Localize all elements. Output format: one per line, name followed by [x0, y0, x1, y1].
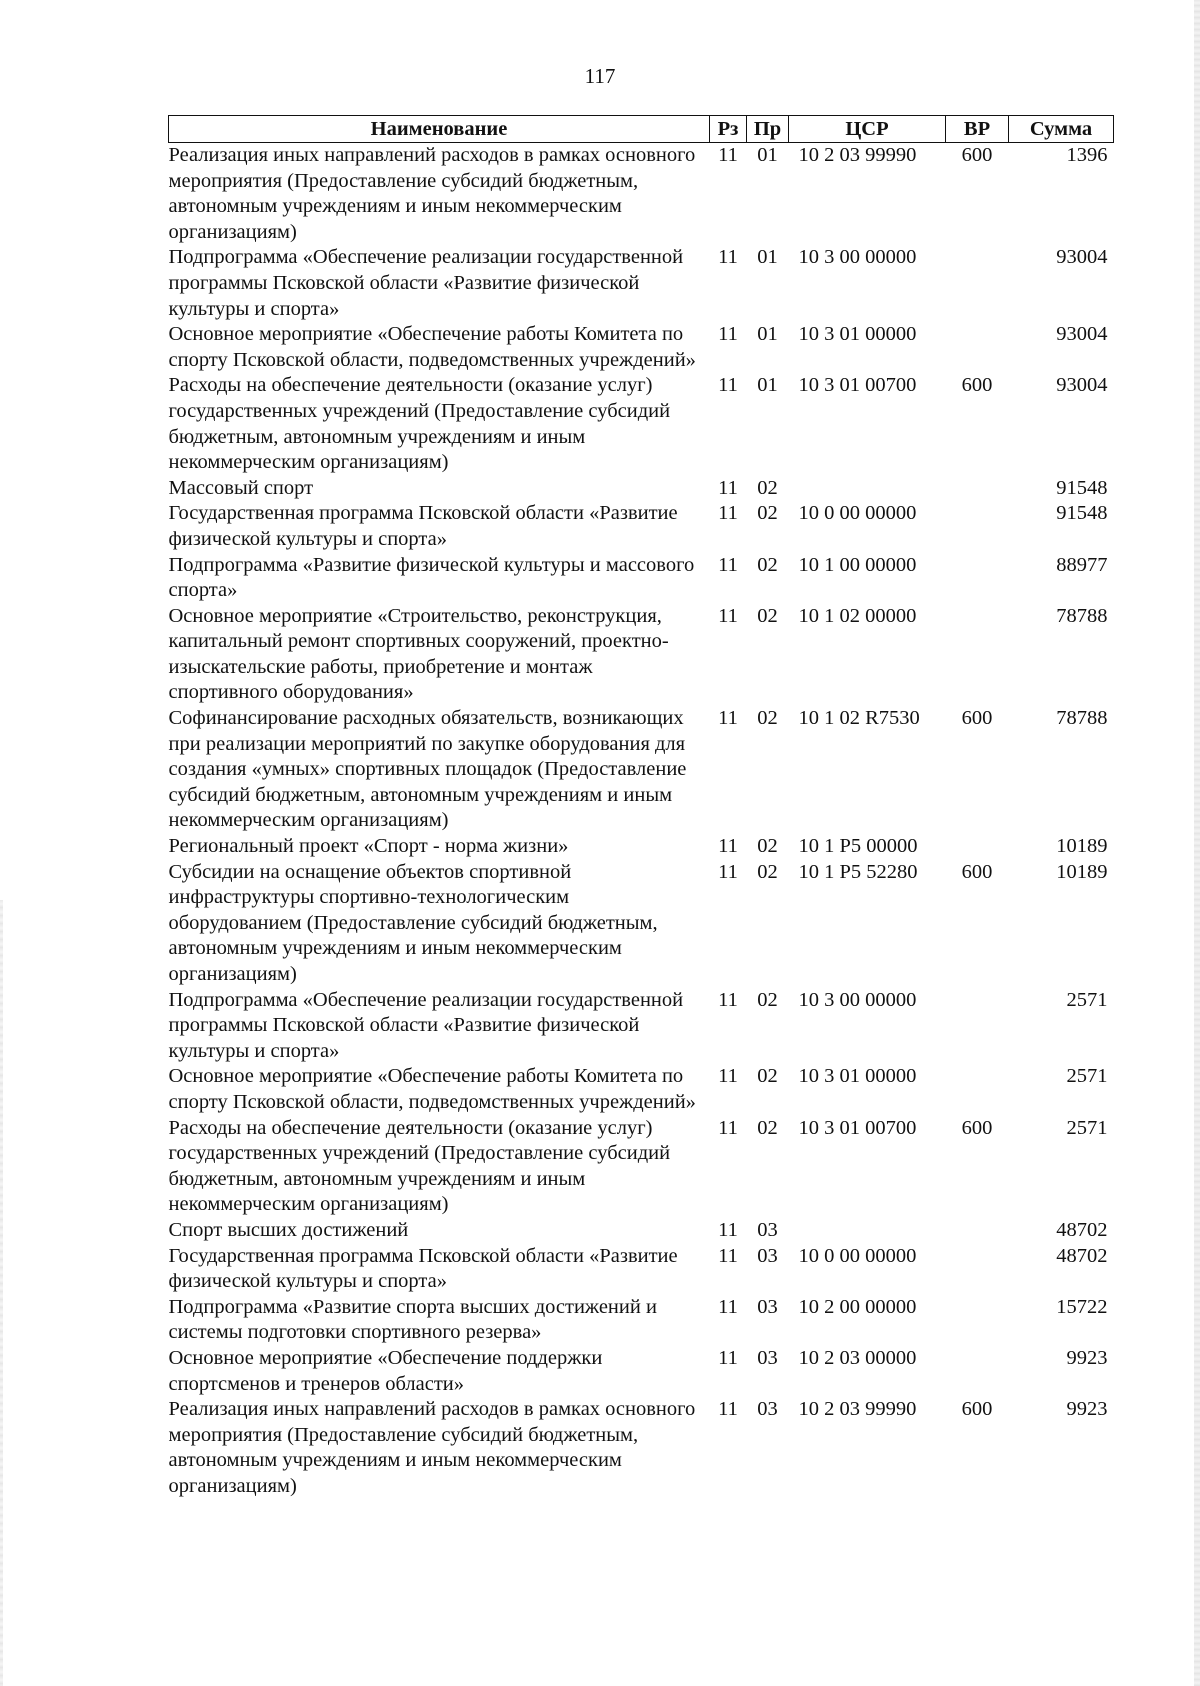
- cell-csr: 10 3 01 00000: [798, 1065, 917, 1088]
- cell-sum: 2571: [1066, 1116, 1108, 1139]
- cell-vr: [946, 476, 1009, 502]
- cell-sum: 93004: [1056, 246, 1108, 269]
- cell-csr: 10 3 01 00700: [798, 374, 917, 397]
- table-row: [169, 1397, 1114, 1499]
- cell-vr: [946, 1244, 1009, 1295]
- cell-csr: 10 1 P5 52280: [798, 860, 918, 883]
- header-name: Наименование: [169, 116, 710, 143]
- cell-rz: 11: [718, 1295, 738, 1318]
- cell-csr: 10 3 00 00000: [798, 988, 917, 1011]
- cell-vr: [946, 501, 1009, 552]
- table-row: [169, 322, 1114, 373]
- cell-pr: 02: [757, 860, 778, 883]
- cell-csr: 10 2 03 00000: [798, 1346, 917, 1369]
- cell-vr: [946, 1218, 1009, 1244]
- cell-vr: 600: [961, 860, 993, 883]
- cell-name: Расходы на обеспечение деятельности (оказание услуг) государственных учреждений (Предоставление субсидий бюджетным, автономным учреждениям и иным некоммерческим организациям): [168, 374, 671, 474]
- cell-sum: 78788: [1056, 707, 1108, 730]
- cell-csr: 10 2 03 99990: [798, 144, 917, 166]
- cell-pr: 02: [757, 988, 778, 1011]
- cell-name: Массовый спорт: [168, 476, 314, 499]
- header-csr: ЦСР: [789, 116, 946, 143]
- cell-sum: 10189: [1056, 835, 1108, 858]
- table-row: [169, 988, 1114, 1065]
- cell-vr: [946, 834, 1009, 860]
- cell-name: Спорт высших достижений: [168, 1218, 409, 1241]
- cell-rz: 11: [718, 707, 738, 730]
- cell-rz: 11: [718, 1244, 738, 1267]
- cell-rz: 11: [718, 604, 738, 627]
- cell-sum: 2571: [1066, 1065, 1108, 1088]
- header-rz: Рз: [710, 116, 747, 143]
- cell-name: Государственная программа Псковской области «Развитие физической культуры и спорта»: [168, 502, 678, 550]
- table-row: [169, 501, 1114, 552]
- cell-vr: [946, 322, 1009, 373]
- table-row: [169, 245, 1114, 322]
- cell-rz: 11: [718, 1218, 738, 1241]
- header-vr: ВР: [946, 116, 1009, 143]
- cell-pr: 03: [757, 1218, 778, 1241]
- cell-csr: 10 1 P5 00000: [798, 835, 918, 858]
- cell-rz: 11: [718, 323, 738, 346]
- cell-vr: 600: [961, 374, 993, 397]
- cell-rz: 11: [718, 860, 738, 883]
- table-row: [169, 834, 1114, 860]
- cell-vr: [946, 553, 1009, 604]
- table-row: [169, 476, 1114, 502]
- table-row: [169, 860, 1114, 988]
- cell-rz: 11: [718, 553, 738, 576]
- cell-vr: 600: [961, 144, 993, 166]
- cell-pr: 02: [757, 502, 778, 525]
- cell-rz: 11: [718, 835, 738, 858]
- cell-name: Субсидии на оснащение объектов спортивной инфраструктуры спортивно-технологическим оборудованием (Предоставление субсидий бюджетным, автономным учреждениям и иным некоммерческим организациям): [168, 860, 658, 985]
- table-row: [169, 1116, 1114, 1218]
- cell-csr: 10 2 03 99990: [798, 1398, 917, 1421]
- cell-csr: 10 1 00 00000: [798, 553, 917, 576]
- table-header: [169, 116, 1114, 143]
- cell-name: Региональный проект «Спорт - норма жизни»: [168, 835, 569, 858]
- cell-sum: 78788: [1056, 604, 1108, 627]
- cell-pr: 02: [757, 1065, 778, 1088]
- table-body: [169, 143, 1114, 1500]
- cell-csr: 10 3 01 00000: [798, 323, 917, 346]
- cell-csr: 10 0 00 00000: [798, 502, 917, 525]
- cell-pr: 02: [757, 604, 778, 627]
- table-row: [169, 1295, 1114, 1346]
- cell-csr: 10 2 00 00000: [798, 1295, 917, 1318]
- scan-edge-left: [0, 900, 3, 1686]
- cell-pr: 03: [757, 1346, 778, 1369]
- table-row: [169, 1218, 1114, 1244]
- cell-name: Расходы на обеспечение деятельности (оказание услуг) государственных учреждений (Предоставление субсидий бюджетным, автономным учреждениям и иным некоммерческим организациям): [168, 1116, 671, 1216]
- cell-sum: 91548: [1056, 476, 1108, 499]
- cell-csr: [789, 476, 946, 502]
- cell-pr: 02: [757, 476, 778, 499]
- cell-rz: 11: [718, 1116, 738, 1139]
- cell-name: Основное мероприятие «Обеспечение работы Комитета по спорту Псковской области, подведомственных учреждений»: [168, 323, 696, 371]
- cell-name: Реализация иных направлений расходов в рамках основного мероприятия (Предоставление субсидий бюджетным, автономным учреждениям и иным некоммерческим организациям): [168, 1398, 696, 1497]
- cell-rz: 11: [718, 144, 738, 166]
- cell-pr: 01: [757, 246, 778, 269]
- cell-csr: 10 1 02 R7530: [798, 707, 920, 730]
- cell-sum: 9923: [1066, 1398, 1108, 1421]
- cell-name: Реализация иных направлений расходов в рамках основного мероприятия (Предоставление субсидий бюджетным, автономным учреждениям и иным некоммерческим организациям): [168, 144, 696, 243]
- cell-sum: 48702: [1056, 1244, 1108, 1267]
- cell-sum: 10189: [1056, 860, 1108, 883]
- cell-name: Основное мероприятие «Обеспечение работы Комитета по спорту Псковской области, подведомственных учреждений»: [168, 1065, 696, 1113]
- table-row: [169, 706, 1114, 834]
- cell-pr: 03: [757, 1244, 778, 1267]
- table-row: [169, 373, 1114, 475]
- cell-vr: [946, 245, 1009, 322]
- cell-sum: 9923: [1066, 1346, 1108, 1369]
- cell-name: Подпрограмма «Обеспечение реализации государственной программы Псковской области «Развитие физической культуры и спорта»: [168, 246, 684, 320]
- cell-rz: 11: [718, 1398, 738, 1421]
- cell-pr: 01: [757, 144, 778, 166]
- cell-rz: 11: [718, 246, 738, 269]
- page-number: 117: [584, 64, 616, 88]
- cell-csr: 10 3 01 00700: [798, 1116, 917, 1139]
- cell-rz: 11: [718, 502, 738, 525]
- cell-sum: 93004: [1056, 374, 1108, 397]
- cell-csr: [789, 1218, 946, 1244]
- cell-csr: 10 3 00 00000: [798, 246, 917, 269]
- cell-pr: 03: [757, 1295, 778, 1318]
- header-sum: Сумма: [1009, 116, 1114, 143]
- cell-sum: 2571: [1066, 988, 1108, 1011]
- cell-rz: 11: [718, 1346, 738, 1369]
- table-row: [169, 553, 1114, 604]
- cell-sum: 88977: [1056, 553, 1108, 576]
- table-row: [169, 1346, 1114, 1397]
- cell-pr: 03: [757, 1398, 778, 1421]
- cell-pr: 02: [757, 835, 778, 858]
- cell-sum: 91548: [1056, 502, 1108, 525]
- cell-csr: 10 0 00 00000: [798, 1244, 917, 1267]
- cell-name: Подпрограмма «Развитие спорта высших достижений и системы подготовки спортивного резерва»: [168, 1295, 657, 1344]
- cell-vr: 600: [961, 1398, 993, 1421]
- cell-rz: 11: [718, 476, 738, 499]
- cell-name: Государственная программа Псковской области «Развитие физической культуры и спорта»: [168, 1244, 678, 1293]
- cell-rz: 11: [718, 374, 738, 397]
- table-row: [169, 1244, 1114, 1295]
- cell-name: Подпрограмма «Развитие физической культуры и массового спорта»: [168, 553, 695, 602]
- cell-rz: 11: [718, 1065, 738, 1088]
- cell-name: Софинансирование расходных обязательств, возникающих при реализации мероприятий по закупке оборудования для создания «умных» спортивных площадок (Предоставление субсидий бюджетным, автономным учреждениям и иным некоммерческим организациям): [168, 707, 687, 832]
- cell-sum: 1396: [1066, 144, 1108, 166]
- cell-vr: [946, 604, 1009, 706]
- cell-name: Основное мероприятие «Строительство, реконструкция, капитальный ремонт спортивных сооружений, проектно-изыскательские работы, приобретение и монтаж спортивного оборудования»: [168, 604, 669, 704]
- cell-pr: 02: [757, 1116, 778, 1139]
- cell-vr: [946, 1064, 1009, 1115]
- budget-table: [168, 115, 1114, 1499]
- cell-vr: 600: [961, 1116, 993, 1139]
- cell-pr: 01: [757, 374, 778, 397]
- cell-vr: [946, 1346, 1009, 1397]
- scan-edge-right: [1194, 0, 1200, 1686]
- cell-pr: 02: [757, 707, 778, 730]
- cell-pr: 01: [757, 323, 778, 346]
- table-row: [169, 143, 1114, 246]
- header-pr: Пр: [747, 116, 789, 143]
- cell-sum: 93004: [1056, 323, 1108, 346]
- cell-csr: 10 1 02 00000: [798, 604, 917, 627]
- cell-sum: 15722: [1056, 1295, 1108, 1318]
- cell-vr: [946, 988, 1009, 1065]
- cell-name: Основное мероприятие «Обеспечение поддержки спортсменов и тренеров области»: [168, 1346, 603, 1395]
- table-row: [169, 1064, 1114, 1115]
- cell-name: Подпрограмма «Обеспечение реализации государственной программы Псковской области «Развитие физической культуры и спорта»: [168, 988, 684, 1062]
- cell-sum: 48702: [1056, 1218, 1108, 1241]
- cell-rz: 11: [718, 988, 738, 1011]
- cell-pr: 02: [757, 553, 778, 576]
- cell-vr: [946, 1295, 1009, 1346]
- cell-vr: 600: [961, 707, 993, 730]
- table-row: [169, 604, 1114, 706]
- header-row: [169, 116, 1114, 143]
